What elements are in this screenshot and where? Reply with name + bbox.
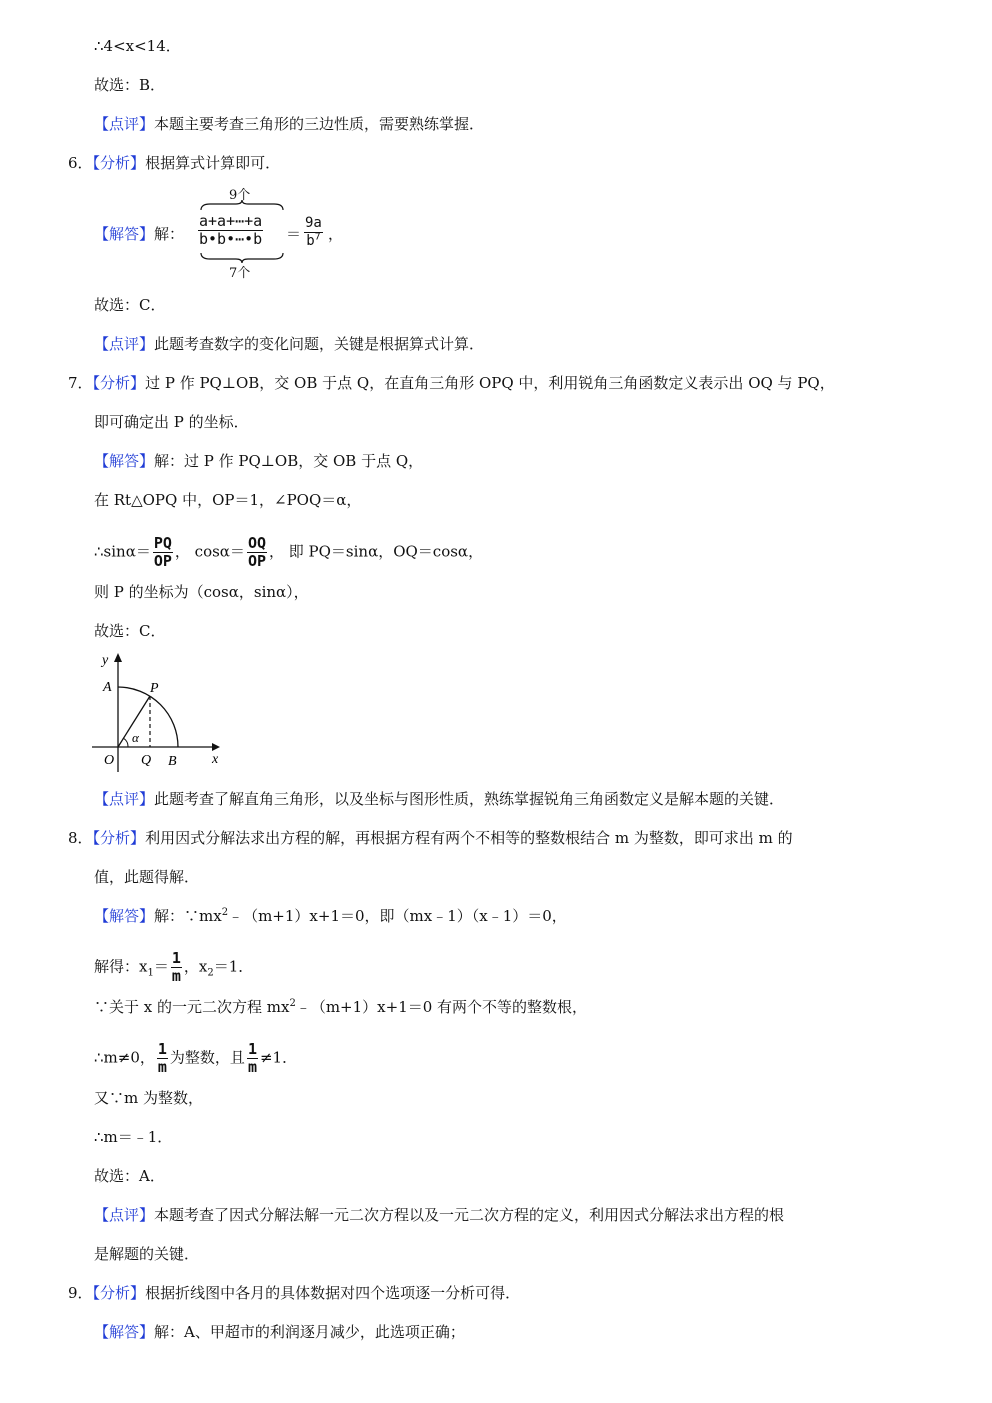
analysis-tag: 【分析】 [92,829,146,847]
review-text: 此题考查了解直角三角形，以及坐标与图形性质，熟练掌握锐角三角函数定义是解本题的关键． [154,790,785,808]
label-q: Q [141,753,152,768]
label-b: B [168,754,177,769]
text-line: ∴m＝﹣1． [94,1128,173,1146]
solution-tag: 【解答】 [94,907,155,925]
text-line: 故选：A． [94,1167,165,1185]
fraction-one-over-m: $\frac{1}{m}$ [247,1040,257,1076]
review-text: 本题考查了因式分解法解一元二次方程以及一元二次方程的定义，利用因式分解法求出方程的根 [154,1206,785,1224]
review-line [94,789,784,809]
fraction-result [304,215,323,250]
roots-line: 解得：$x_1=$ $\frac{1}{m}$ ，$x_2=1$． [94,949,254,985]
brace-bottom-label: 7个 [229,266,251,281]
label-alpha: α [132,730,139,745]
analysis-tag: 【分析】 [92,1284,146,1302]
review-text: 本题主要考查三角形的三边性质，需要熟练掌握． [154,115,485,133]
trig-line: ∴sinα＝ $\frac{PQ}{OP}$ ， cosα＝ $\frac{OQ}{OP}$ ， 即 PQ＝sinα，OQ＝cosα， [94,534,484,570]
solution-line [94,224,184,244]
fraction-one-over-m: $\frac{1}{m}$ [171,949,181,985]
text-line: 故选：C． [94,622,166,640]
analysis-line [68,1283,520,1303]
x-arrow-icon [212,743,220,751]
review-tag: 【点评】 [94,790,155,808]
review-line [94,114,484,134]
label-x: x [212,752,219,767]
review-text: 此题考查数字的变化问题，关键是根据算式计算． [154,335,485,353]
text-line: 值，此题得解． [94,868,200,886]
fraction-sum-product [198,213,263,248]
analysis-text: 利用因式分解法求出方程的解，再根据方程有两个不相等的整数根结合 m 为整数，即可求出 m 的 [145,829,793,847]
fraction-denominator: b•b•⋯•b [199,230,263,248]
question-number: 7． [68,374,93,392]
brace-top-label: 9个 [229,188,251,203]
solution-text: 解：A、甲超市的利润逐月减少，此选项正确； [154,1323,465,1341]
analysis-tag: 【分析】 [92,374,146,392]
solution-line [94,1322,465,1342]
solution-text: 解：过 P 作 PQ⊥OB，交 OB 于点 Q， [154,452,424,470]
text-line: 是解题的关键． [94,1245,200,1263]
text-line: 故选：B． [94,76,166,94]
fraction-denominator: $b^7$ [306,231,321,249]
fraction-one-over-m: $\frac{1}{m}$ [157,1040,167,1076]
fraction-numerator: a+a+⋯+a [199,212,263,230]
review-line [94,334,484,354]
review-tag: 【点评】 [94,1206,155,1224]
solution-tag: 【解答】 [94,1323,155,1341]
label-y: y [102,653,109,668]
solution-line [94,451,423,471]
label-o: O [104,753,115,768]
fraction-oq-op: $\frac{OQ}{OP}$ [247,534,266,570]
text-line: 即可确定出 P 的坐标． [94,413,249,431]
text-line: ∵关于 x 的一元二次方程 $mx^2﹣(m+1)x+1=0$ 有两个不等的整数根， [94,998,588,1016]
solution-text: 解： [154,225,185,243]
text-line: 在 Rt△OPQ 中，OP＝1，∠POQ＝α， [94,491,362,509]
analysis-text: 根据算式计算即可． [145,154,281,172]
solution-tag: 【解答】 [94,225,155,243]
review-tag: 【点评】 [94,115,155,133]
analysis-line [68,373,835,393]
brace-top [200,199,284,211]
fraction-numerator: 9a [305,215,322,231]
solution-line: 【解答】解：$\because mx^2﹣(m+1)x+1=0$，即（mx﹣1）（x﹣1）＝0， [94,907,567,925]
y-arrow-icon [114,653,122,662]
label-a: A [103,680,112,695]
solution-tag: 【解答】 [94,452,155,470]
angle-arc [123,738,128,747]
analysis-text: 根据折线图中各月的具体数据对四个选项逐一分析可得． [145,1284,521,1302]
label-p: P [150,681,159,696]
question-number: 9． [68,1284,93,1302]
fraction-pq-op: $\frac{PQ}{OP}$ [153,534,172,570]
review-tag: 【点评】 [94,335,155,353]
question-number: 8． [68,829,93,847]
text-line: 又∵m 为整数， [94,1089,203,1107]
analysis-tag: 【分析】 [92,154,146,172]
analysis-line [68,153,280,173]
analysis-text: 过 P 作 PQ⊥OB，交 OB 于点 Q，在直角三角形 OPQ 中，利用锐角三角函数定义表示出 OQ 与 PQ， [145,374,835,392]
text-line: 则 P 的坐标为（cosα，sinα）， [94,583,309,601]
review-line [94,1205,784,1225]
quarter-arc [118,687,178,747]
coordinate-figure [88,650,228,775]
condition-line: ∴m≠0， $\frac{1}{m}$ 为整数，且 $\frac{1}{m}$ ≠1． [94,1040,298,1076]
text-line: ∴4<x<14． [94,37,181,55]
question-number: 6． [68,154,93,172]
analysis-line [68,828,793,848]
text-line: 故选：C． [94,296,166,314]
